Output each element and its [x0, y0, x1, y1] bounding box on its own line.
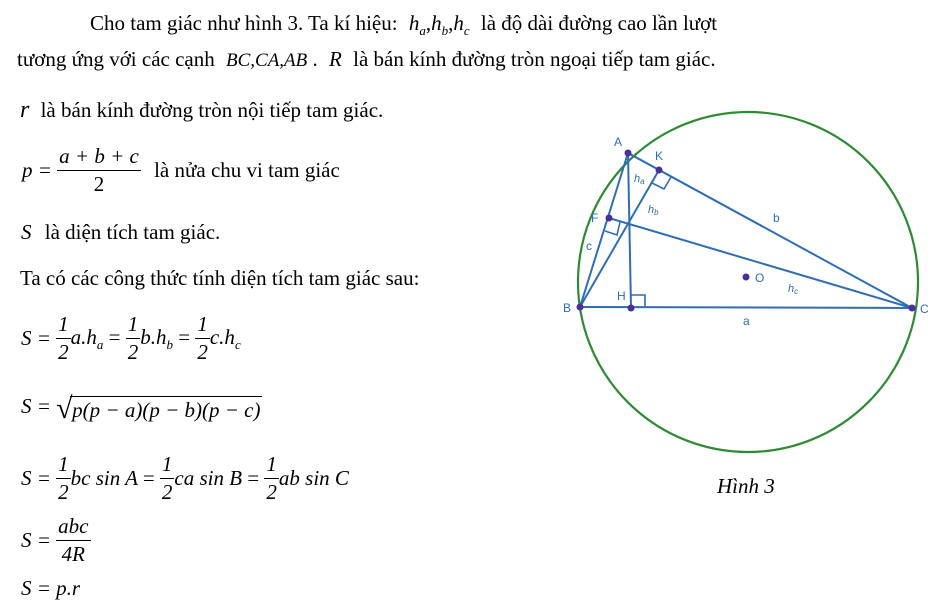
heron-radicand: p(p − a)(p − b)(p − c) — [72, 398, 261, 422]
p-text: là nửa chu vi tam giác — [154, 158, 340, 182]
intro-text-1a: Cho tam giác như hình 3. Ta kí hiệu: — [90, 11, 398, 35]
label-f: F — [591, 211, 599, 225]
inradius-symbol: r — [20, 97, 30, 123]
label-side-b: b — [773, 211, 780, 225]
p-lhs: p = — [22, 158, 52, 182]
side-ac — [628, 153, 912, 308]
label-hb: hb — [648, 204, 659, 217]
formula-altitudes: S = $\frac{1}{2}$ $a.h_a$ = $\frac{1}{2}$ $b.h_b$ = $\frac{1}{2}$ $c.h_c$ — [21, 312, 241, 364]
point-k — [656, 167, 663, 174]
point-b — [577, 304, 584, 311]
formula-inradius: S = p.r — [21, 576, 81, 600]
altitude-ha — [628, 153, 631, 308]
point-f — [606, 215, 613, 222]
point-h — [628, 305, 635, 312]
intro-text-3: là bán kính đường tròn nội tiếp tam giác. — [40, 98, 384, 122]
intro-text-2a: tương ứng với các cạnh — [17, 47, 215, 71]
point-a — [625, 150, 632, 157]
label-c: C — [920, 302, 929, 316]
intro-text-2c: là bán kính đường tròn ngoại tiếp tam giác. — [353, 47, 716, 71]
point-c — [909, 305, 916, 312]
p-numerator: a + b + c — [57, 146, 141, 171]
right-angle-f — [605, 222, 620, 235]
area-symbol: S — [21, 220, 32, 244]
intro-line-2: tương ứng với các cạnh BC,CA,AB . R là bán kính đường tròn ngoại tiếp tam giác. — [17, 47, 716, 71]
side-names: BC,CA,AB — [226, 50, 308, 71]
p-denominator: 2 — [93, 172, 105, 196]
point-o — [743, 274, 750, 281]
label-o: O — [755, 271, 765, 285]
label-b: B — [563, 301, 572, 315]
label-side-a: a — [743, 314, 750, 328]
altitude-symbols: $h_a,h_b,h_c$ — [408, 11, 470, 38]
label-ha: ha — [634, 173, 645, 186]
area-text: là diện tích tam giác. — [44, 220, 221, 244]
label-a: A — [614, 135, 623, 149]
formulas-heading: Ta có các công thức tính diện tích tam giác sau: — [20, 266, 420, 290]
label-side-c: c — [586, 239, 592, 253]
circumradius-symbol: R — [329, 47, 342, 71]
square-root: √ p(p − a)(p − b)(p − c) — [56, 392, 261, 425]
intro-text-1b: là độ dài đường cao lần lượt — [480, 11, 718, 35]
formula-heron: S = √ p(p − a)(p − b)(p − c) — [21, 392, 261, 425]
label-h: H — [617, 289, 626, 303]
altitude-hc — [609, 218, 912, 308]
figure-caption: Hình 3 — [717, 474, 775, 498]
label-k: K — [655, 149, 664, 163]
formula-sine: S = $\frac{1}{2}$ bc sin A = $\frac{1}{2}$ ca sin B = $\frac{1}{2}$ ab sin C — [21, 452, 349, 504]
formula-circumradius: S = $\frac{\text{abc}}{4R}$ — [21, 514, 89, 566]
label-hc: hc — [788, 283, 799, 296]
